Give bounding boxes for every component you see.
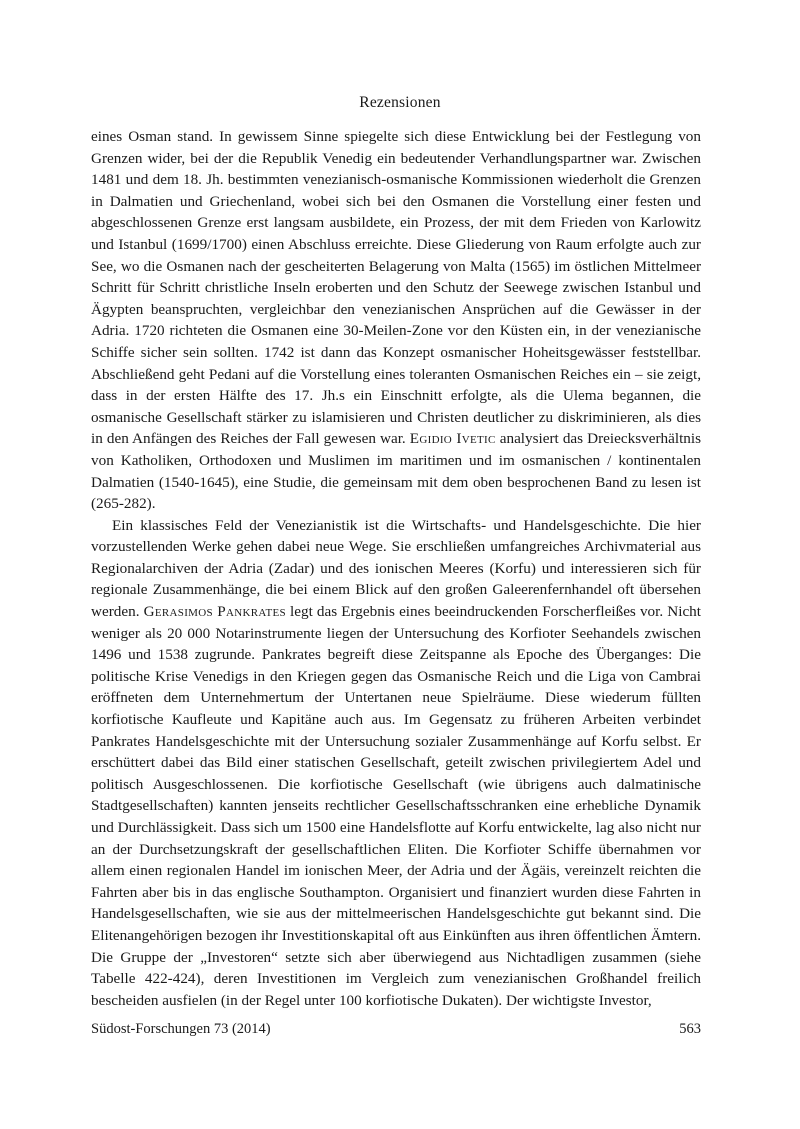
paragraph-2 xyxy=(91,515,701,1012)
page-footer xyxy=(91,1021,701,1038)
paragraph-2-text-b: legt das Ergebnis eines beeindruckenden Forscherfleißes vor. Nicht weniger als 20 000 Notarinstrumente liegen der Untersuchung des Korfioter Seehandels zwischen 1496 und 1538 zugrunde. Pankrates begreift diese Zeitspanne als Epoche des Überganges: Die politische Krise Venedigs in den Kriegen gegen das Osmanische Reich und die Liga von Cambrai eröffneten dem Unternehmertum der Untertanen neue Spielräume. Diese wiederum füllten korfiotische Kaufleute und Kapitäne auch aus. Im Gegensatz zu früheren Arbeiten verbindet Pankrates Handelsgeschichte mit der Untersuchung sozialer Zusammenhänge auf Korfu selbst. Er erschüttert dabei das Bild einer statischen Gesellschaft, geteilt zwischen privilegiertem Adel und politisch Ausgeschlossenen. Die korfiotische Gesellschaft (wie übrigens auch dalmatinische Stadtgesellschaften) kannten jenseits rechtlicher Gesellschaftsschranken eine erhebliche Dynamik und Durchlässigkeit. Dass sich um 1500 eine Handelsflotte auf Korfu entwickelte, lag also nicht nur an der Durchsetzungskraft der gesellschaftlichen Eliten. Die Korfioter Schiffe übernahmen vor allem einen regionalen Handel im ionischen Meer, der Adria und der Ägäis, vereinzelt reichten die Fahrten aber bis in das englische Southampton. Organisiert und finanziert wurden diese Fahrten in Handelsgesellschaften, wie sie aus der mittelmeerischen Handelsgeschichte gut bekannt sind. Die Elitenangehörigen bezogen ihr Investitionskapital oft aus Einkünften aus ihren öffentlichen Ämtern. Die Gruppe der „Investoren“ setzte sich aber überwiegend aus Nichtadligen zusammen (siehe Tabelle 422-424), deren Investitionen im Vergleich zum venezianischen Großhandel freilich bescheiden ausfielen (in der Regel unter 100 korfiotische Dukaten). Der wichtigste Investor, xyxy=(91,603,701,1009)
paragraph-1 xyxy=(91,126,701,515)
author-name: Egidio Ivetic xyxy=(409,430,496,448)
journal-citation: Südost-Forschungen 73 (2014) xyxy=(91,1021,271,1037)
review-body xyxy=(91,126,701,1011)
page-number: 563 xyxy=(679,1021,701,1037)
running-head: Rezensionen xyxy=(359,94,441,111)
paragraph-2-text-a: Ein klassisches Feld der Venezianistik ist die Wirtschafts- und Handelsgeschichte. Die hier vorzustellenden Werke gehen dabei neue Wege. Sie erschließen umfangreiches Archivmaterial aus Regionalarchiven der Adria (Zadar) und des ionischen Meeres (Korfu) und interessieren sich für regionale Zusammenhänge, die bei einem Blick auf den großen Galeerenfernhandel oft übersehen werden. xyxy=(91,516,701,621)
paragraph-1-text-a: eines Osman stand. In gewissem Sinne spiegelte sich diese Entwicklung bei der Festlegung von Grenzen wider, bei der die Republik Venedig ein bedeutender Verhandlungspartner war. Zwischen 1481 und dem 18. Jh. bestimmten venezianisch-osmanische Kommissionen wiederholt die Grenzen in Dalmatien und Griechenland, wobei sich bei den Osmanen die Vorstellung einer festen und abgeschlossenen Grenze erst langsam ausbildete, ein Prozess, der mit dem Frieden von Karlowitz und Istanbul (1699/1700) einen Abschluss erreichte. Diese Gliederung von Raum erfolgte auch zur See, wo die Osmanen nach der gescheiterten Belagerung von Malta (1565) im östlichen Mittelmeer Schritt für Schritt christliche Inseln eroberten und den Schutz der Seewege zwischen Istanbul und Ägypten beanspruchten, vergleichbar den venezianischen Ansprüchen auf die Gewässer in der Adria. 1720 richteten die Osmanen eine 30-Meilen-Zone vor den Küsten ein, in der venezianische Schiffe sicher sein sollten. 1742 ist dann das Konzept osmanischer Hoheitsgewässer feststellbar. Abschließend geht Pedani auf die Vorstellung eines toleranten Osmanischen Reiches ein – sie zeigt, dass in der ersten Hälfte des 17. Jh.s ein Einschnitt erfolgte, als die Ulema begannen, die osmanische Gesellschaft stärker zu islamisieren und Christen deutlicher zu diskriminieren, als dies in den Anfängen des Reiches der Fall gewesen war. xyxy=(91,128,701,448)
paragraph-1-text-b: analysiert das Dreiecksverhältnis von Katholiken, Orthodoxen und Muslimen im maritimen und im osmanischen / kontinentalen Dalmatien (1540-1645), eine Studie, die gemeinsam mit dem oben besprochenen Band zu lesen ist (265-282). xyxy=(91,430,702,513)
author-name: Gerasimos Pankrates xyxy=(143,603,286,621)
